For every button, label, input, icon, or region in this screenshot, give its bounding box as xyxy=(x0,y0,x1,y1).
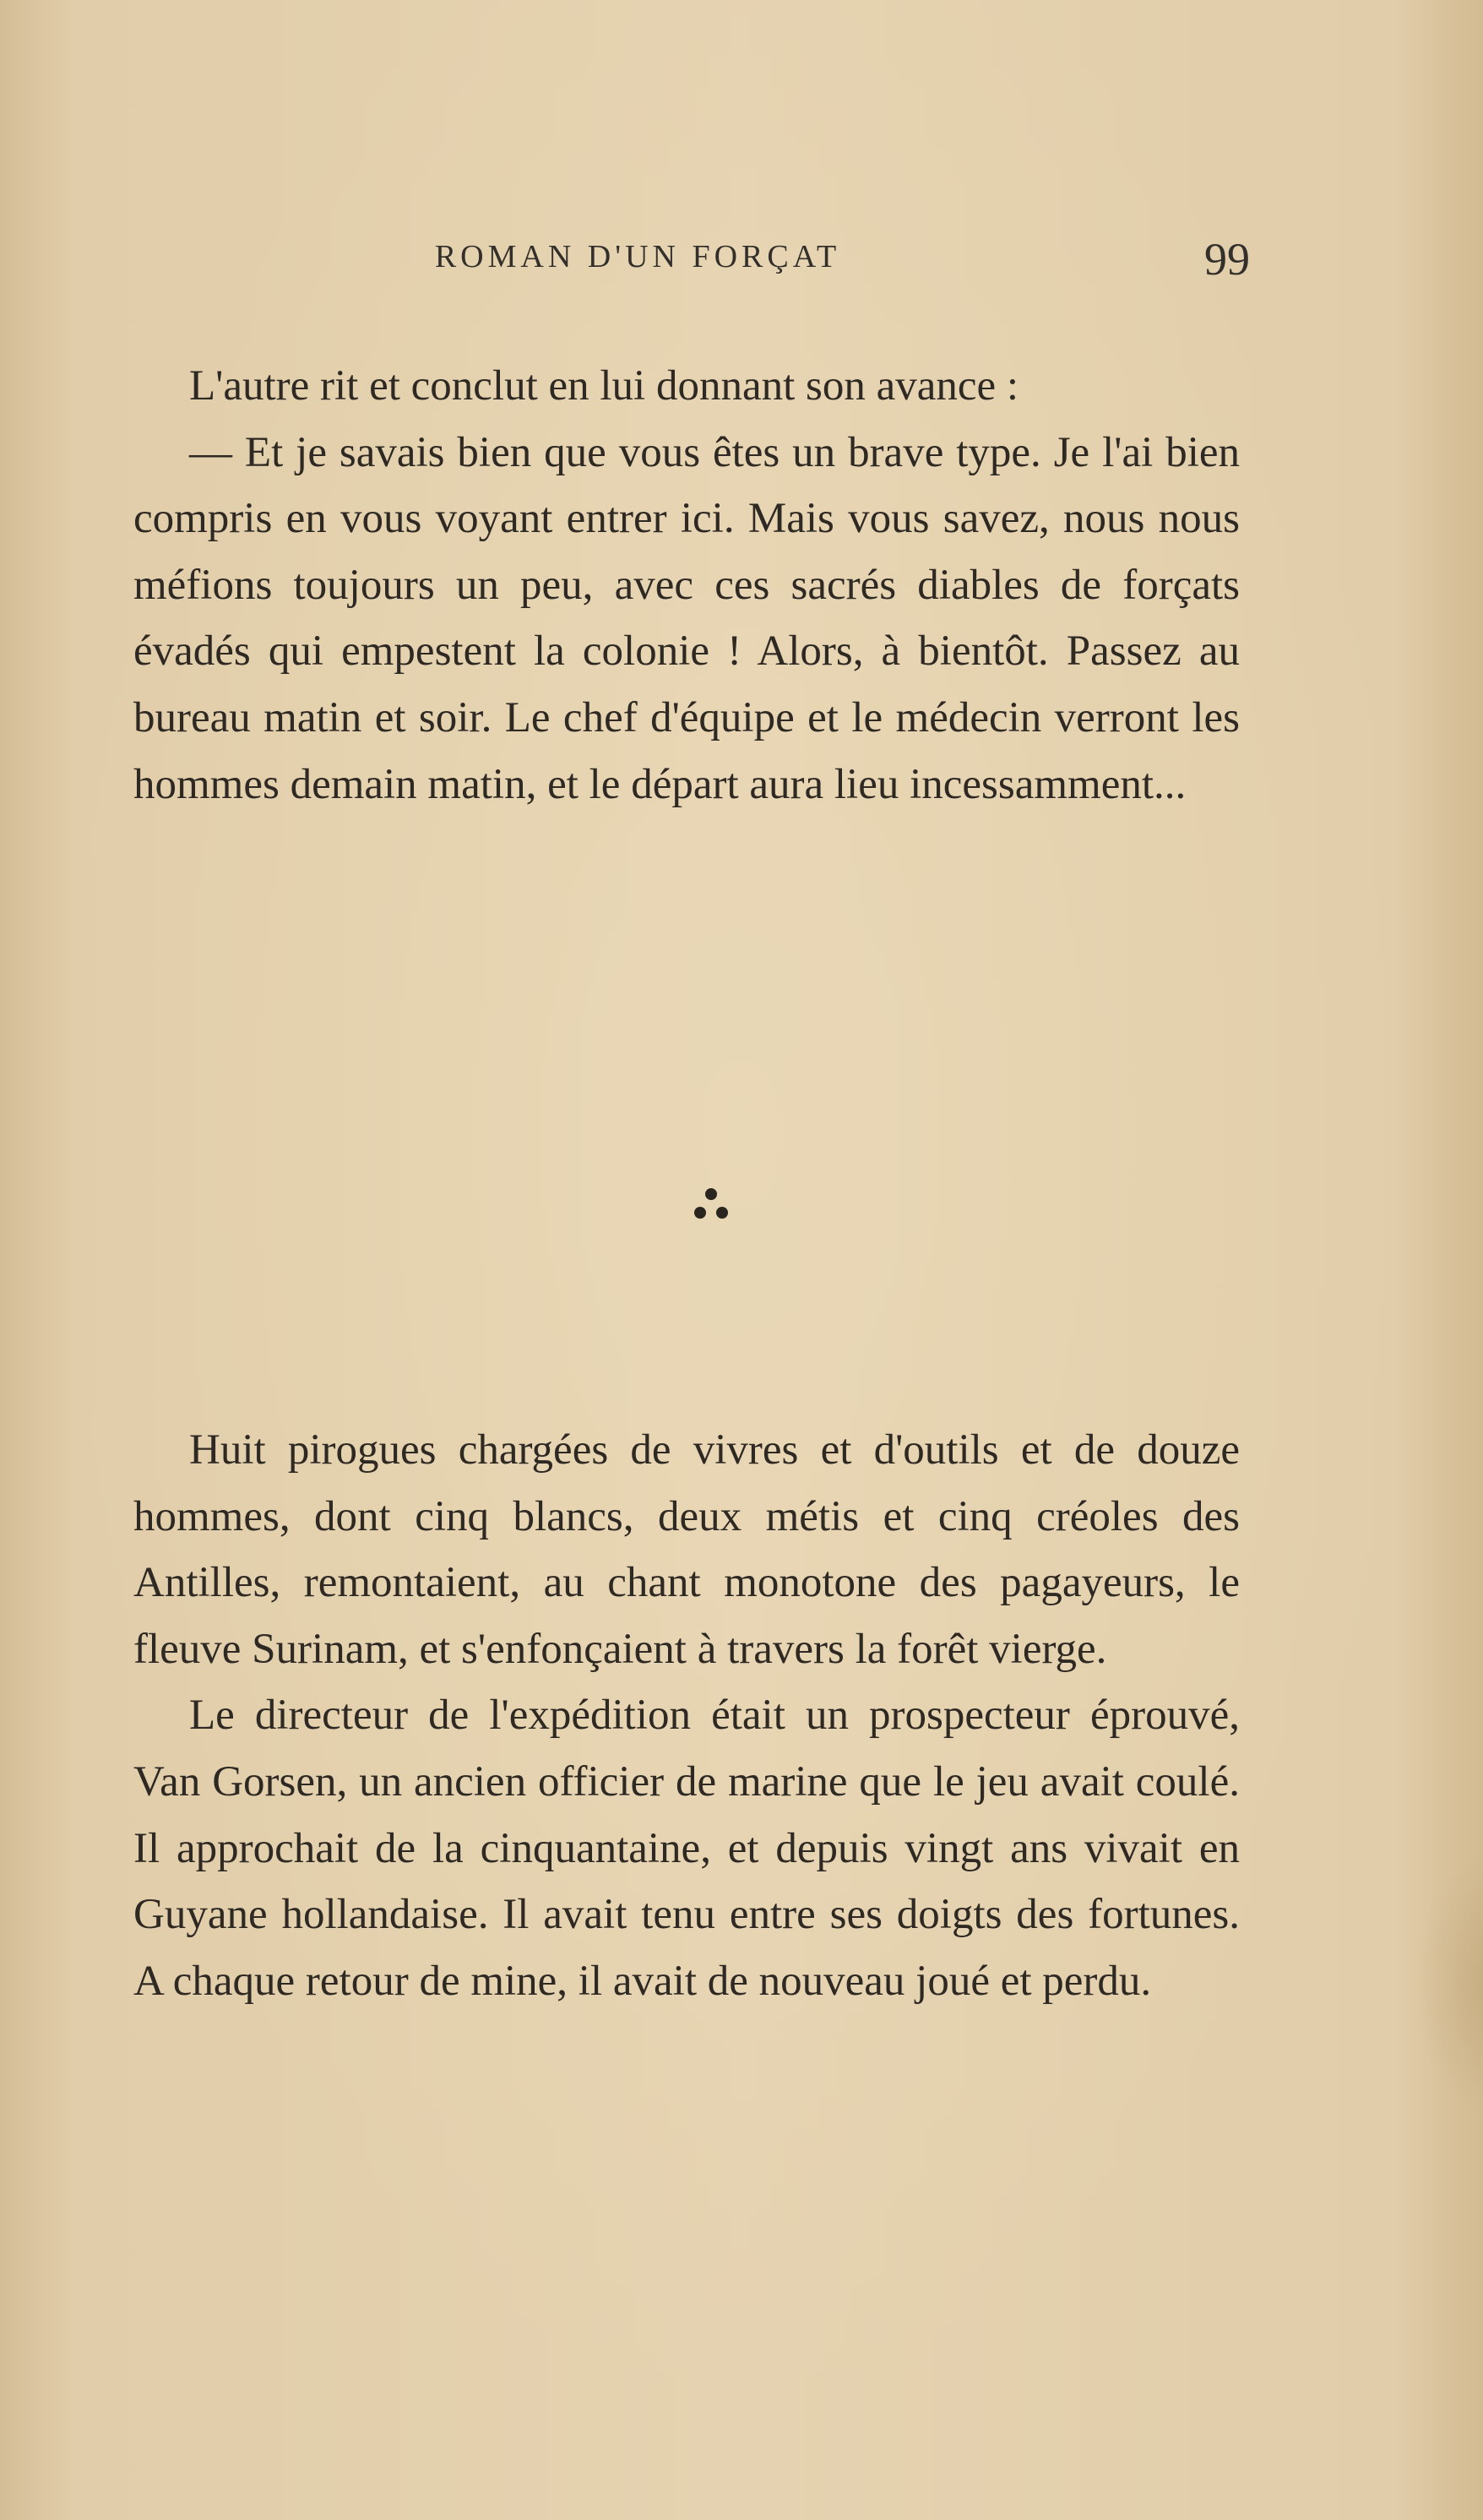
running-head xyxy=(177,234,1250,297)
text-section-1 xyxy=(133,353,1240,817)
page-number: 99 xyxy=(1204,234,1250,285)
paper-stain xyxy=(1415,1858,1483,2111)
paragraph-dialogue: — Et je savais bien que vous êtes un brave type. Je l'ai bien compris en vous voyant entrer ici. Mais vous savez, nous nous méfions toujours un peu, avec ces sacrés diables de forçats évadés qui empestent la colonie ! Alors, à bientôt. Passez au bureau matin et soir. Le chef d'équipe et le médecin verront les hommes demain matin, et le départ aura lieu incessamment... xyxy=(133,428,1240,808)
text-section-2 xyxy=(133,1417,1240,2014)
paragraph-directeur: Le directeur de l'expédition était un prospecteur éprouvé, Van Gorsen, un ancien officier de marine que le jeu avait coulé. Il approchait de la cinquantaine, et depuis vingt ans vivait en Guyane hollandaise. Il avait tenu entre ses doigts des fortunes. A chaque retour de mine, il avait de nouveau joué et perdu. xyxy=(133,1692,1240,2005)
paragraph-pirogues: Huit pirogues chargées de vivres et d'outils et de douze hommes, dont cinq blancs, deux métis et cinq créoles des Antilles, remontaient, au chant monotone des pagayeurs, le fleuve Surinam, et s'enfonçaient à travers la forêt vierge. xyxy=(133,1426,1240,1673)
paragraph-avance: L'autre rit et conclut en lui donnant son avance : xyxy=(189,362,1019,410)
running-title: ROMAN D'UN FORÇAT xyxy=(434,239,841,274)
asterism-icon xyxy=(686,1181,736,1231)
